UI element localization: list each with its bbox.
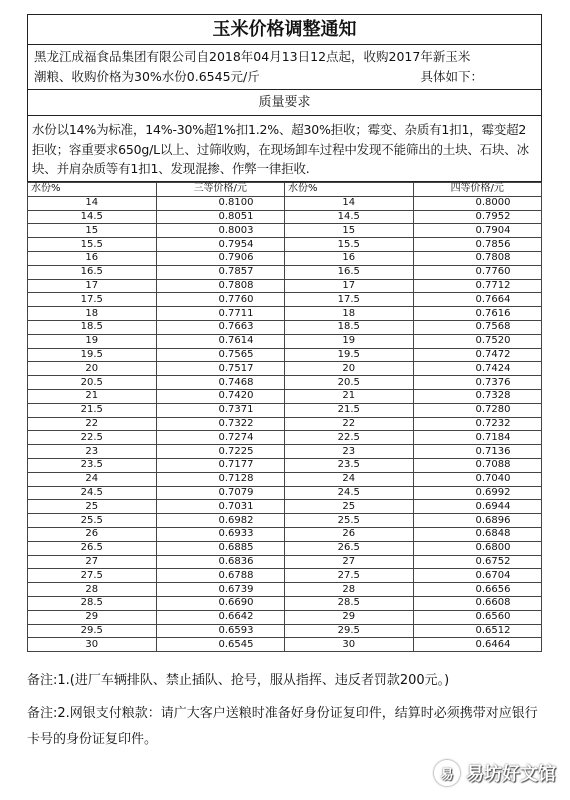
grade3-price-cell: 0.6690	[156, 596, 285, 610]
table-row	[28, 514, 542, 528]
moisture-cell: 26	[285, 527, 414, 541]
moisture-cell: 15.5	[285, 238, 414, 252]
grade3-price-cell: 0.6788	[156, 569, 285, 583]
moisture-cell: 16	[28, 251, 157, 265]
grade4-price-cell: 0.7712	[413, 279, 542, 293]
header-price-grade4: 四等价格/元	[413, 183, 542, 197]
grade4-price-cell: 0.6944	[413, 500, 542, 514]
moisture-cell: 20	[28, 362, 157, 376]
grade3-price-cell: 0.6593	[156, 624, 285, 638]
moisture-cell: 25.5	[28, 514, 157, 528]
grade3-price-cell: 0.8051	[156, 210, 285, 224]
moisture-cell: 24	[285, 472, 414, 486]
grade4-price-cell: 0.7808	[413, 251, 542, 265]
moisture-cell: 14.5	[285, 210, 414, 224]
moisture-cell: 29	[28, 610, 157, 624]
moisture-cell: 25.5	[285, 514, 414, 528]
moisture-cell: 29	[285, 610, 414, 624]
moisture-cell: 18.5	[285, 320, 414, 334]
moisture-cell: 29.5	[285, 624, 414, 638]
moisture-cell: 19.5	[285, 348, 414, 362]
price-table	[27, 182, 542, 652]
moisture-cell: 14	[285, 196, 414, 210]
table-row	[28, 638, 542, 652]
moisture-cell: 15.5	[28, 238, 157, 252]
grade3-price-cell: 0.7906	[156, 251, 285, 265]
moisture-cell: 21.5	[28, 403, 157, 417]
moisture-cell: 27	[285, 555, 414, 569]
header-moisture-3: 水份%	[28, 183, 157, 197]
grade3-price-cell: 0.7760	[156, 293, 285, 307]
grade4-price-cell: 0.7856	[413, 238, 542, 252]
grade4-price-cell: 0.6464	[413, 638, 542, 652]
grade4-price-cell: 0.7088	[413, 458, 542, 472]
table-row	[28, 555, 542, 569]
moisture-cell: 19.5	[28, 348, 157, 362]
notice-title: 玉米价格调整通知	[28, 15, 541, 45]
table-row	[28, 527, 542, 541]
moisture-cell: 17.5	[285, 293, 414, 307]
grade4-price-cell: 0.6800	[413, 541, 542, 555]
grade4-price-cell: 0.7664	[413, 293, 542, 307]
grade3-price-cell: 0.6933	[156, 527, 285, 541]
grade3-price-cell: 0.6545	[156, 638, 285, 652]
table-row	[28, 196, 542, 210]
grade3-price-cell: 0.6885	[156, 541, 285, 555]
table-row	[28, 348, 542, 362]
price-table-body	[28, 196, 542, 651]
watermark	[434, 760, 556, 786]
moisture-cell: 24	[28, 472, 157, 486]
grade3-price-cell: 0.7663	[156, 320, 285, 334]
moisture-cell: 29.5	[28, 624, 157, 638]
table-row	[28, 362, 542, 376]
grade4-price-cell: 0.6656	[413, 583, 542, 597]
table-row	[28, 624, 542, 638]
intro-line-2	[34, 67, 535, 87]
grade4-price-cell: 0.6608	[413, 596, 542, 610]
grade3-price-cell: 0.7225	[156, 445, 285, 459]
grade3-price-cell: 0.7711	[156, 307, 285, 321]
moisture-cell: 22	[28, 417, 157, 431]
moisture-cell: 23	[28, 445, 157, 459]
table-row	[28, 238, 542, 252]
table-row	[28, 307, 542, 321]
table-row	[28, 251, 542, 265]
moisture-cell: 17.5	[28, 293, 157, 307]
grade3-price-cell: 0.7954	[156, 238, 285, 252]
grade3-price-cell: 0.7079	[156, 486, 285, 500]
watermark-logo-icon: 易	[434, 760, 460, 786]
grade3-price-cell: 0.7031	[156, 500, 285, 514]
notice-document	[27, 14, 542, 652]
grade3-price-cell: 0.7128	[156, 472, 285, 486]
header-moisture-4: 水份%	[285, 183, 414, 197]
table-row	[28, 210, 542, 224]
grade4-price-cell: 0.7280	[413, 403, 542, 417]
moisture-cell: 17	[28, 279, 157, 293]
grade3-price-cell: 0.8003	[156, 224, 285, 238]
intro-line-2-left: 潮粮、收购价格为30%水份0.6545元/斤	[34, 69, 260, 84]
intro-line-1: 黑龙江成福食品集团有限公司自2018年04月13日12点起，收购2017年新玉米	[34, 49, 471, 64]
moisture-cell: 14	[28, 196, 157, 210]
moisture-cell: 18	[28, 307, 157, 321]
grade4-price-cell: 0.7136	[413, 445, 542, 459]
grade4-price-cell: 0.7568	[413, 320, 542, 334]
grade4-price-cell: 0.7184	[413, 431, 542, 445]
grade3-price-cell: 0.7420	[156, 389, 285, 403]
grade3-price-cell: 0.7565	[156, 348, 285, 362]
grade3-price-cell: 0.8100	[156, 196, 285, 210]
moisture-cell: 16.5	[285, 265, 414, 279]
grade4-price-cell: 0.7760	[413, 265, 542, 279]
moisture-cell: 22	[285, 417, 414, 431]
moisture-cell: 18	[285, 307, 414, 321]
table-row	[28, 541, 542, 555]
moisture-cell: 16	[285, 251, 414, 265]
grade4-price-cell: 0.6704	[413, 569, 542, 583]
grade3-price-cell: 0.6982	[156, 514, 285, 528]
table-row	[28, 472, 542, 486]
grade3-price-cell: 0.7322	[156, 417, 285, 431]
moisture-cell: 21	[28, 389, 157, 403]
header-price-grade3: 三等价格/元	[156, 183, 285, 197]
grade3-price-cell: 0.7857	[156, 265, 285, 279]
table-row	[28, 320, 542, 334]
moisture-cell: 25	[285, 500, 414, 514]
moisture-cell: 14.5	[28, 210, 157, 224]
moisture-cell: 27.5	[28, 569, 157, 583]
moisture-cell: 22.5	[285, 431, 414, 445]
moisture-cell: 20.5	[28, 376, 157, 390]
moisture-cell: 17	[285, 279, 414, 293]
moisture-cell: 16.5	[28, 265, 157, 279]
moisture-cell: 30	[285, 638, 414, 652]
table-row	[28, 486, 542, 500]
moisture-cell: 27.5	[285, 569, 414, 583]
grade3-price-cell: 0.7274	[156, 431, 285, 445]
table-row	[28, 610, 542, 624]
moisture-cell: 21.5	[285, 403, 414, 417]
moisture-cell: 18.5	[28, 320, 157, 334]
grade4-price-cell: 0.7424	[413, 362, 542, 376]
moisture-cell: 23.5	[285, 458, 414, 472]
grade4-price-cell: 0.8000	[413, 196, 542, 210]
grade3-price-cell: 0.7808	[156, 279, 285, 293]
grade3-price-cell: 0.6642	[156, 610, 285, 624]
moisture-cell: 24.5	[285, 486, 414, 500]
grade4-price-cell: 0.6752	[413, 555, 542, 569]
moisture-cell: 19	[28, 334, 157, 348]
table-row	[28, 334, 542, 348]
grade4-price-cell: 0.7232	[413, 417, 542, 431]
grade4-price-cell: 0.6512	[413, 624, 542, 638]
grade4-price-cell: 0.7328	[413, 389, 542, 403]
table-row	[28, 403, 542, 417]
moisture-cell: 15	[28, 224, 157, 238]
grade4-price-cell: 0.6992	[413, 486, 542, 500]
grade3-price-cell: 0.7371	[156, 403, 285, 417]
moisture-cell: 23	[285, 445, 414, 459]
table-row	[28, 431, 542, 445]
notice-frame	[27, 14, 542, 182]
moisture-cell: 26.5	[285, 541, 414, 555]
moisture-cell: 22.5	[28, 431, 157, 445]
moisture-cell: 26	[28, 527, 157, 541]
moisture-cell: 25	[28, 500, 157, 514]
moisture-cell: 27	[28, 555, 157, 569]
watermark-text: 易坊好文馆	[466, 764, 556, 785]
grade4-price-cell: 0.7040	[413, 472, 542, 486]
table-row	[28, 376, 542, 390]
grade4-price-cell: 0.7472	[413, 348, 542, 362]
table-row	[28, 279, 542, 293]
quality-heading: 质量要求	[28, 90, 541, 116]
grade4-price-cell: 0.7904	[413, 224, 542, 238]
moisture-cell: 26.5	[28, 541, 157, 555]
moisture-cell: 23.5	[28, 458, 157, 472]
moisture-cell: 24.5	[28, 486, 157, 500]
grade4-price-cell: 0.7952	[413, 210, 542, 224]
grade4-price-cell: 0.7616	[413, 307, 542, 321]
moisture-cell: 28.5	[28, 596, 157, 610]
grade4-price-cell: 0.6848	[413, 527, 542, 541]
grade4-price-cell: 0.7520	[413, 334, 542, 348]
table-row	[28, 224, 542, 238]
price-table-header	[28, 183, 542, 197]
table-row	[28, 265, 542, 279]
moisture-cell: 20.5	[285, 376, 414, 390]
grade4-price-cell: 0.6560	[413, 610, 542, 624]
grade3-price-cell: 0.6836	[156, 555, 285, 569]
moisture-cell: 28	[28, 583, 157, 597]
moisture-cell: 21	[285, 389, 414, 403]
moisture-cell: 19	[285, 334, 414, 348]
moisture-cell: 20	[285, 362, 414, 376]
quality-requirements: 水份以14%为标准，14%-30%超1%扣1.2%、超30%拒收；霉变、杂质有1扣1，霉变超2拒收；容重要求650g/L以上、过筛收购，在现场卸车过程中发现不能筛出的土块、石块、冰块、并肩杂质等有1扣1、发现混掺、作弊一律拒收.	[28, 116, 541, 182]
table-row	[28, 500, 542, 514]
moisture-cell: 15	[285, 224, 414, 238]
grade4-price-cell: 0.6896	[413, 514, 542, 528]
moisture-cell: 30	[28, 638, 157, 652]
table-row	[28, 417, 542, 431]
table-row	[28, 583, 542, 597]
grade3-price-cell: 0.7517	[156, 362, 285, 376]
note-1: 备注:1.(进厂车辆排队、禁止插队、抢号，服从指挥、违反者罚款200元。)	[27, 673, 450, 688]
note-2: 备注:2.网银支付粮款：请广大客户送粮时准备好身份证复印件，结算时必须携带对应银行卡号的身份证复印件。	[27, 706, 538, 747]
grade3-price-cell: 0.6739	[156, 583, 285, 597]
grade4-price-cell: 0.7376	[413, 376, 542, 390]
grade3-price-cell: 0.7614	[156, 334, 285, 348]
table-row	[28, 445, 542, 459]
intro-line-2-right: 具体如下：	[420, 69, 483, 84]
table-row	[28, 569, 542, 583]
table-row	[28, 458, 542, 472]
table-row	[28, 389, 542, 403]
table-row	[28, 293, 542, 307]
table-row	[28, 596, 542, 610]
intro-paragraph	[28, 45, 541, 90]
grade3-price-cell: 0.7177	[156, 458, 285, 472]
moisture-cell: 28	[285, 583, 414, 597]
moisture-cell: 28.5	[285, 596, 414, 610]
grade3-price-cell: 0.7468	[156, 376, 285, 390]
